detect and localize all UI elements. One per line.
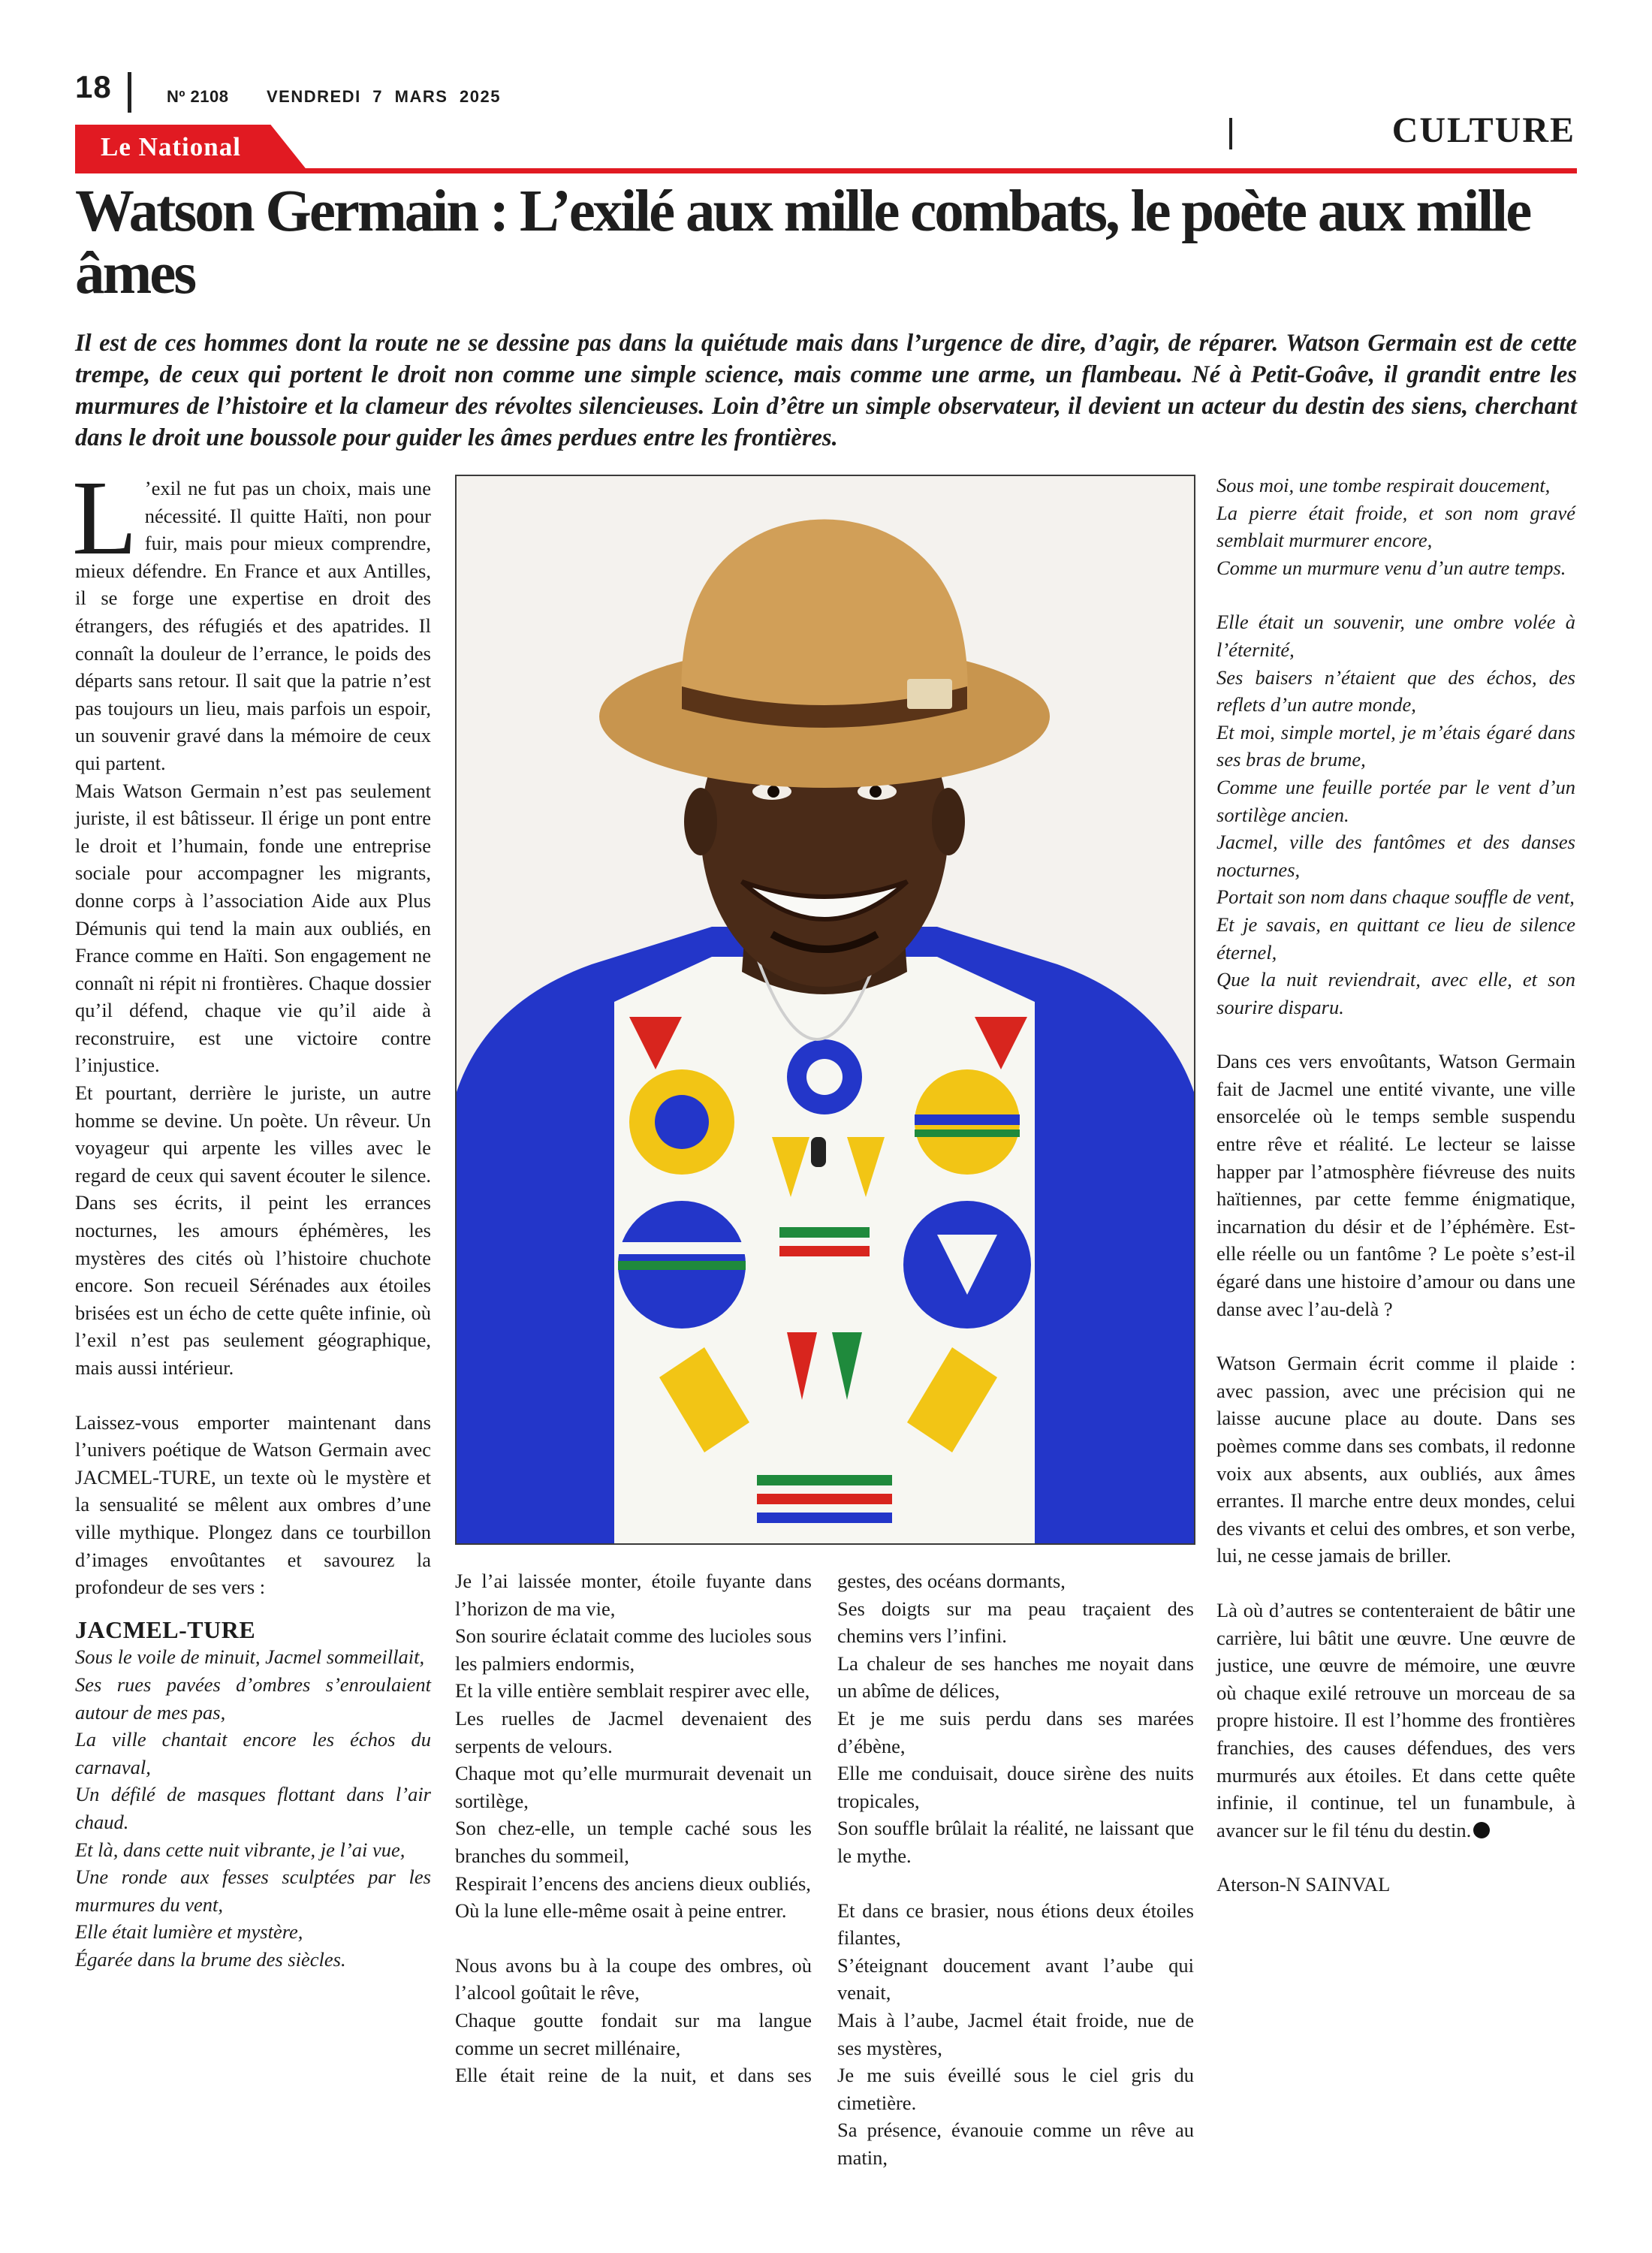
poem-line: Comme une feuille portée par le vent d’un sortilège ancien.: [1216, 775, 1575, 826]
poem-line: Ses baisers n’étaient que des échos, des reflets d’un autre monde,: [1216, 665, 1575, 716]
poem-line: Elle était lumière et mystère,: [75, 1920, 303, 1944]
poem-line: Et la ville entière semblait respirer avec elle,: [455, 1679, 810, 1703]
poem-stanza: [1216, 472, 1575, 581]
poem-line: Comme un murmure venu d’un autre temps.: [1216, 556, 1566, 579]
spacer: [1216, 1021, 1575, 1048]
article-column-3: [837, 1567, 1194, 2171]
poem-line: Mais à l’aube, Jacmel était froide, nue de ses mystères,: [837, 2008, 1194, 2059]
poem-line: Son chez-elle, un temple caché sous les branches du sommeil,: [455, 1817, 812, 1867]
article-standfirst: Il est de ces hommes dont la route ne se dessine pas dans la quiétude mais dans l’urgence de dire, d’agir, de réparer. Watson Germain est de cette trempe, de ceux qui portent le droit non comme une simple science, mais comme une arme, un flambeau. Né à Petit-Goâve, il grandit entre les murmures de l’histoire et la clameur des révoltes silencieuses. Loin d’être un simple observateur, il devient un acteur du destin des siens, cherchant dans le droit une boussole pour guider les âmes perdues entre les frontières.: [75, 330, 1577, 451]
poem-line: Où la lune elle-même osait à peine entrer.: [455, 1899, 787, 1923]
poem-line: La pierre était froide, et son nom gravé semblait murmurer encore,: [1216, 501, 1575, 552]
spacer: [75, 1601, 431, 1616]
spacer: [1216, 581, 1575, 608]
section-divider: [1229, 118, 1232, 149]
poem-line: Et je savais, en quittant ce lieu de silence éternel,: [1216, 912, 1575, 964]
article-column-1: [72, 458, 431, 1973]
paragraph: Et pourtant, derrière le juriste, un autre homme se devine. Un poète. Un rêveur. Un voyageur qui arpente les villes avec le regard de ceux qui savent écouter le silence. Dans ses écrits, il peint les errances nocturnes, les amours éphémères, les mystères des cités où l’histoire chuchote encore. Son recueil Sérénades aux étoiles brisées est un écho de cette quête infinie, où l’exil n’est pas seulement géographique, mais aussi intérieur.: [75, 1081, 431, 1379]
header-rule: [75, 168, 1577, 173]
poem-line: Sous le voile de minuit, Jacmel sommeillait,: [75, 1645, 425, 1669]
poem-line: Que la nuit reviendrait, avec elle, et son sourire disparu.: [1216, 968, 1575, 1018]
poem-line: Sous moi, une tombe respirait doucement,: [1216, 474, 1551, 496]
poem-line: Et dans ce brasier, nous étions deux étoiles filantes,: [837, 1899, 1194, 1950]
poem-line: Portait son nom dans chaque souffle de vent,: [1216, 885, 1575, 909]
section-name: CULTURE: [1391, 110, 1575, 150]
poem-line: Et là, dans cette nuit vibrante, je l’ai vue,: [75, 1838, 405, 1861]
poem-line: Respirait l’encens des anciens dieux oubliés,: [455, 1871, 811, 1895]
poem-line: Je me suis éveillé sous le ciel gris du cimetière.: [837, 2064, 1194, 2114]
poem-line: Chaque goutte fondait sur ma langue comme un secret millénaire,: [455, 2008, 812, 2059]
poem-line: Une ronde aux fesses sculptées par les murmures du vent,: [75, 1865, 431, 1916]
poem-line: S’éteignant doucement avant l’aube qui venait,: [837, 1953, 1194, 2004]
paragraph: Watson Germain écrit comme il plaide : avec passion, avec une précision qui ne laisse aucune place au doute. Dans ses poèmes comme dans ses combats, il redonne voix aux absents, aux oubliés, aux âmes errantes. Il marche entre deux mondes, celui des vivants et celui des ombres, et son verbe, lui, ne cesse jamais de briller.: [1216, 1352, 1575, 1567]
poem-line: La chaleur de ses hanches me noyait dans un abîme de délices,: [837, 1651, 1194, 1703]
poem-title: JACMEL-TURE: [75, 1615, 256, 1643]
poem-line: Un défilé de masques flottant dans l’air chaud.: [75, 1783, 431, 1833]
spacer: [837, 1870, 1194, 1897]
poem-line: Ses rues pavées d’ombres s’enroulaient autour de mes pas,: [75, 1672, 431, 1724]
spacer: [1216, 1570, 1575, 1597]
poem-line: Son sourire éclatait comme des lucioles sous les palmiers endormis,: [455, 1624, 812, 1675]
spacer: [455, 1925, 812, 1952]
poem-line: La ville chantait encore les échos du carnaval,: [75, 1728, 431, 1778]
poem-line: Jacmel, ville des fantômes et des danses nocturnes,: [1216, 831, 1575, 881]
newspaper-name: Le National: [101, 132, 241, 161]
poem-line: gestes, des océans dormants,: [837, 1570, 1066, 1592]
article-column-4: [1216, 472, 1575, 1899]
article-column-2: [455, 1567, 812, 2089]
poem-line: Elle me conduisait, douce sirène des nuits tropicales,: [837, 1762, 1194, 1812]
poem-line: Les ruelles de Jacmel devenaient des serpents de velours.: [455, 1706, 812, 1757]
author-byline: Aterson-N SAINVAL: [1216, 1873, 1391, 1896]
poem-line: Son souffle brûlait la réalité, ne laissant que le mythe.: [837, 1817, 1194, 1867]
paragraph: Laissez-vous emporter maintenant dans l’univers poétique de Watson Germain avec JACMEL-TURE, un texte où le mystère et la sensualité se mêlent aux ombres d’une ville mythique. Plongez dans ce tourbillon d’images envoûtantes et savourez la profondeur de ses vers :: [75, 1410, 431, 1599]
poem-stanza: [1216, 608, 1575, 1021]
opening-paragraph: L ’exil ne fut pas un choix, mais une nécessité. Il quitte Haïti, non pour fuir, mais pour mieux comprendre, mieux défendre. En France et aux Antilles, il se forge une expertise en droit des étrangers, des réfugiés et des apatrides. Il connaît la douleur de l’errance, le poids des départs sans retour. Il sait que la patrie n’est pas toujours un lieu, mais parfois un espoir, un souvenir gravé dans la mémoire de ceux qui partent.: [72, 458, 431, 774]
drop-cap: L: [72, 458, 137, 577]
closing-paragraph: Là où d’autres se contenteraient de bâtir une carrière, lui bâtit une œuvre. Une œuvre de justice, une œuvre de mémoire, une œuvre où chaque exilé retrouve un morceau de sa propre histoire. Il est l’homme des frontières franchies, des causes défendues, des vers murmurés aux étoiles. Et dans cette quête infinie, il continue, tel un funambule, à avancer sur le fil ténu du destin.: [1216, 1598, 1575, 1841]
poem-line: Elle était un souvenir, une ombre volée à l’éternité,: [1216, 611, 1575, 661]
paragraph: Mais Watson Germain n’est pas seulement juriste, il est bâtisseur. Il érige un pont entre le droit et l’humain, fonde une entreprise sociale pour accompagner les migrants, donne corps à l’association Aide aux Plus Démunis qui tend la main aux oubliés, en France comme en Haïti. Son engagement ne connaît ni répit ni frontières. Chaque dossier qu’il défend, chaque vie qu’il aide à reconstruire, est une victoire contre l’injustice.: [75, 779, 431, 1077]
poem-line: Elle était reine de la nuit, et dans ses: [455, 2064, 812, 2087]
poem-line: Sa présence, évanouie comme un rêve au matin,: [837, 2119, 1194, 2169]
issue-date: VENDREDI 7 MARS 2025: [267, 87, 501, 106]
poem-line: Et je me suis perdu dans ses marées d’ébène,: [837, 1706, 1194, 1757]
spacer: [75, 1382, 431, 1409]
page-number: 18: [75, 69, 112, 104]
poem-line: Ses doigts sur ma peau traçaient des chemins vers l’infini.: [837, 1597, 1194, 1648]
portrait-illustration: [457, 476, 1194, 1543]
poem-stanza: [75, 1643, 431, 1973]
poem-line: Et moi, simple mortel, je m’étais égaré dans ses bras de brume,: [1216, 720, 1575, 771]
poem-line: Nous avons bu à la coupe des ombres, où l’alcool goûtait le rêve,: [455, 1953, 812, 2004]
page-number-divider: [128, 72, 131, 113]
poem-line: Égarée dans la brume des siècles.: [75, 1947, 346, 1971]
end-of-article-icon: [1473, 1822, 1490, 1838]
article-title: Watson Germain : L’exilé aux mille combats, le poète aux mille âmes: [75, 179, 1530, 306]
issue-number: Nº 2108: [167, 87, 229, 106]
spacer: [1216, 1323, 1575, 1350]
poem-line: Chaque mot qu’elle murmurait devenait un sortilège,: [455, 1762, 812, 1812]
spacer: [1216, 1844, 1575, 1871]
paragraph: Dans ces vers envoûtants, Watson Germain fait de Jacmel une entité vivante, une ville ensorcelée où le temps semble suspendu entre rêve et réalité. Le lecteur se laisse happer par l’atmosphère fiévreuse des nuits haïtiennes, par cette femme énigmatique, incarnation du désir et de l’éphémère. Est-elle réelle ou un fantôme ? Le poète s’est-il égaré dans une histoire d’amour ou dans une danse avec l’au-delà ?: [1216, 1050, 1575, 1320]
portrait-photo: [455, 475, 1195, 1545]
poem-line: Je l’ai laissée monter, étoile fuyante dans l’horizon de ma vie,: [455, 1570, 812, 1620]
